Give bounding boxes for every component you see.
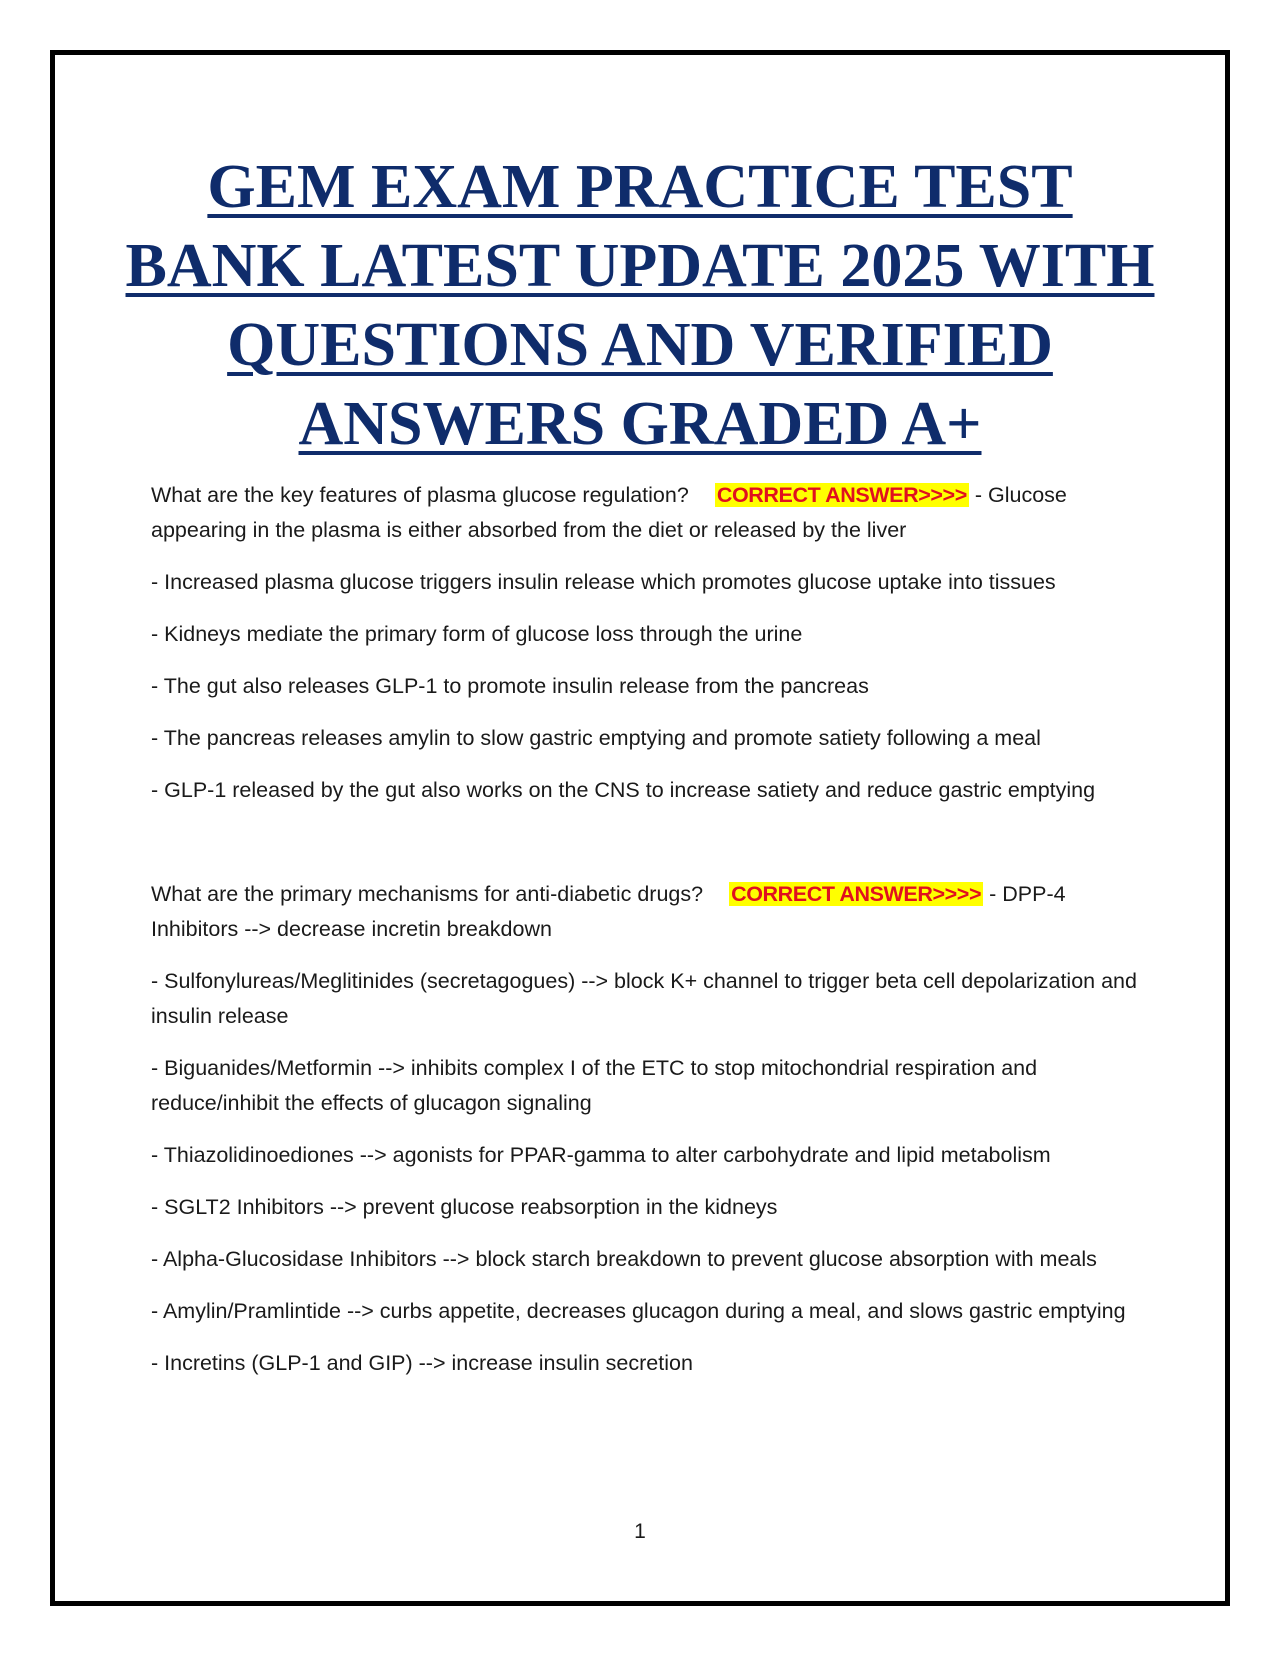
answer-1-point: - The gut also releases GLP-1 to promote insulin release from the pancreas [151, 674, 869, 698]
answer-2-point: - Alpha-Glucosidase Inhibitors --> block starch breakdown to prevent glucose absorption with meals [151, 1247, 1097, 1271]
answer-2-point: - Thiazolidinoediones --> agonists for PPAR-gamma to alter carbohydrate and lipid metabolism [151, 1143, 1051, 1167]
question-2-text: What are the primary mechanisms for anti-diabetic drugs? [151, 882, 704, 906]
answer-1-point: - The pancreas releases amylin to slow gastric emptying and promote satiety following a meal [151, 726, 1041, 750]
answer-1-lead: - Glucose appearing in the plasma is either absorbed from the diet or released by the liver [151, 483, 1067, 542]
correct-answer-marker: CORRECT ANSWER>>>> [731, 882, 982, 906]
answer-1-point: - Increased plasma glucose triggers insulin release which promotes glucose uptake into tissues [151, 570, 1056, 594]
title-line-1: GEM EXAM PRACTICE TEST [207, 153, 1073, 221]
page-number: 1 [634, 1520, 646, 1543]
section-spacer [151, 825, 1141, 877]
question-1-text: What are the key features of plasma glucose regulation? [151, 483, 689, 507]
answer-1-point: - GLP-1 released by the gut also works on the CNS to increase satiety and reduce gastric emptying [151, 778, 1096, 802]
answer-2-point: - Sulfonylureas/Meglitinides (secretagogues) --> block K+ channel to trigger beta cell depolarization and insulin release [151, 969, 1137, 1028]
question-1 [151, 478, 1141, 548]
title-line-2: BANK LATEST UPDATE 2025 WITH [125, 232, 1155, 300]
correct-answer-marker: CORRECT ANSWER>>>> [716, 483, 967, 507]
answer-2-lead: - DPP-4 Inhibitors --> decrease incretin breakdown [151, 882, 1066, 941]
answer-2-point: - Biguanides/Metformin --> inhibits complex I of the ETC to stop mitochondrial respiration and reduce/inhibit the effects of glucagon signaling [151, 1056, 1038, 1115]
answer-1-point: - Kidneys mediate the primary form of glucose loss through the urine [151, 622, 803, 646]
question-2 [151, 877, 1141, 947]
document-title [60, 148, 1220, 464]
document-body [151, 478, 1141, 1398]
title-line-3: QUESTIONS AND VERIFIED [227, 311, 1053, 379]
title-line-4: ANSWERS GRADED A+ [298, 390, 982, 458]
answer-2-point: - Incretins (GLP-1 and GIP) --> increase insulin secretion [151, 1351, 693, 1375]
answer-2-point: - SGLT2 Inhibitors --> prevent glucose reabsorption in the kidneys [151, 1195, 778, 1219]
answer-2-point: - Amylin/Pramlintide --> curbs appetite, decreases glucagon during a meal, and slows gastric emptying [151, 1299, 1126, 1323]
